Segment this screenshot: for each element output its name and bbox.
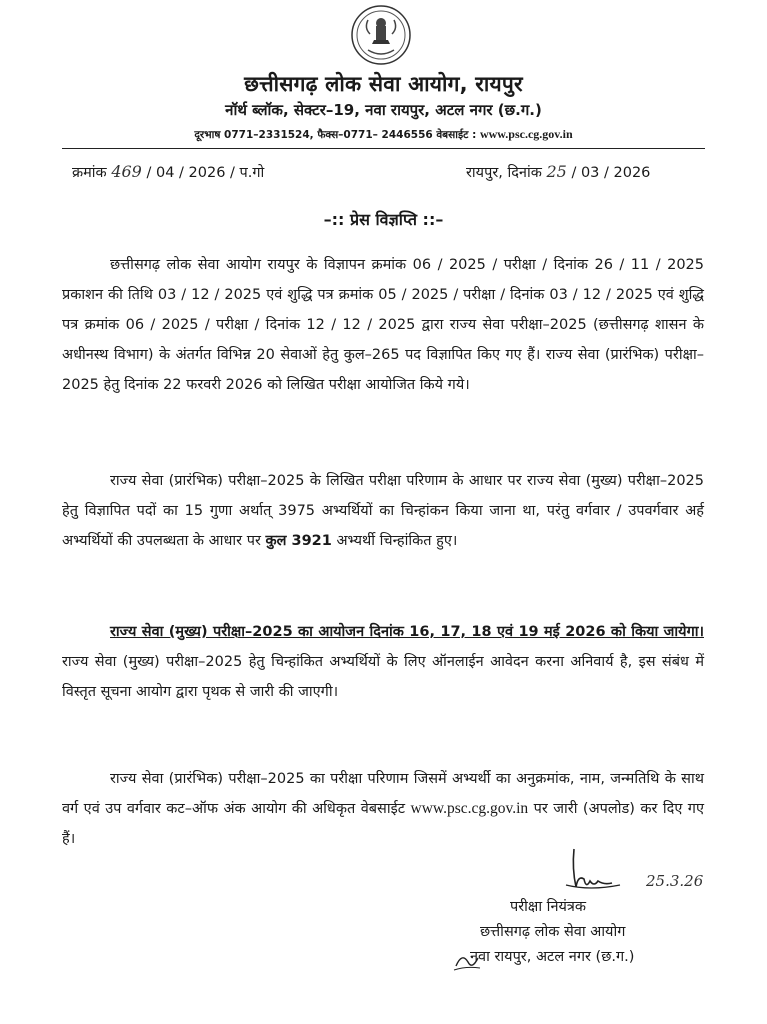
handwritten-signature	[560, 845, 640, 901]
paragraph-2-end: अभ्यर्थी चिन्हांकित हुए।	[331, 533, 458, 549]
press-release-title: –:: प्रेस विज्ञप्ति ::–	[323, 210, 444, 229]
signatory-org: छत्तीसगढ़ लोक सेवा आयोग	[480, 924, 626, 940]
results-website-link[interactable]: www.psc.cg.gov.in	[410, 800, 529, 817]
paragraph-2	[62, 466, 704, 556]
date-day: 25	[546, 162, 567, 181]
signatory-location: नवा रायपुर, अटल नगर (छ.ग.)	[470, 949, 635, 965]
org-name: छत्तीसगढ़ लोक सेवा आयोग, रायपुर	[244, 72, 523, 96]
signature-date: 25.3.26	[646, 872, 704, 890]
paragraph-3-text: राज्य सेवा (मुख्य) परीक्षा–2025 हेतु चिन्हांकित अभ्यर्थियों के लिए ऑनलाईन आवेदन करना अनिवार्य है, इस संबंध में विस्तृत सूचना आयोग द्वारा पृथक से जारी की जाएगी।	[62, 654, 704, 700]
paragraph-2-total: कुल 3921	[265, 533, 332, 549]
contact-phone-fax: दूरभाष 0771–2331524, फैक्स–0771– 2446556 वेबसाईट :	[194, 129, 480, 141]
paragraph-2-text: राज्य सेवा (प्रारंभिक) परीक्षा–2025 के लिखित परीक्षा परिणाम के आधार पर राज्य सेवा (मुख्य) परीक्षा–2025 हेतु विज्ञापित पदों का 15 गुणा अर्थात् 3975 अभ्यर्थियों का चिन्हांकन किया जाना था, परंतु वर्गवार / उपवर्गवार अर्ह अभ्यर्थियों की उपलब्धता के आधार पर	[62, 473, 704, 549]
state-emblem-logo	[350, 4, 412, 66]
kramank-label: क्रमांक	[72, 165, 107, 181]
header-divider	[62, 148, 705, 149]
signatory-designation: परीक्षा नियंत्रक	[510, 899, 587, 915]
kramank-suffix: / 04 / 2026 / प.गो	[146, 165, 265, 181]
paragraph-1: छत्तीसगढ़ लोक सेवा आयोग रायपुर के विज्ञापन क्रमांक 06 / 2025 / परीक्षा / दिनांक 26 / 11 / 2025 प्रकाशन की तिथि 03 / 12 / 2025 एवं शुद्धि पत्र क्रमांक 05 / 2025 / परीक्षा / दिनांक 03 / 12 / 2025 एवं शुद्धि पत्र क्रमांक 06 / 2025 / परीक्षा / दिनांक 12 / 12 / 2025 द्वारा राज्य सेवा परीक्षा–2025 (छत्तीसगढ़ शासन के अधीनस्थ विभाग) के अंतर्गत विभिन्न 20 सेवाओं हेतु कुल–265 पद विज्ञापित किए गए हैं। राज्य सेवा (प्रारंभिक) परीक्षा–2025 हेतु दिनांक 22 फरवरी 2026 को लिखित परीक्षा आयोजित किये गये।	[62, 257, 704, 393]
paragraph-4	[62, 764, 704, 854]
kramank-number: 469	[111, 162, 142, 181]
mains-exam-dates: राज्य सेवा (मुख्य) परीक्षा–2025 का आयोजन दिनांक 16, 17, 18 एवं 19 मई 2026 को किया जायेगा।	[110, 624, 704, 640]
org-address: नॉर्थ ब्लॉक, सेक्टर–19, नवा रायपुर, अटल नगर (छ.ग.)	[225, 101, 542, 119]
paragraph-4-end: पर जारी (अपलोड) कर दिए गए हैं।	[62, 801, 704, 847]
reference-date	[466, 162, 650, 182]
date-suffix: / 03 / 2026	[571, 165, 651, 181]
org-contact	[0, 127, 767, 142]
reference-number	[72, 162, 264, 182]
date-label: रायपुर, दिनांक	[466, 165, 542, 181]
header-website-link[interactable]: www.psc.cg.gov.in	[479, 127, 573, 141]
paragraph-3	[62, 617, 704, 707]
paragraph-4-text: राज्य सेवा (प्रारंभिक) परीक्षा–2025 का परीक्षा परिणाम जिसमें अभ्यर्थी का अनुक्रमांक, नाम, जन्मतिथि के साथ वर्ग एवं उप वर्गवार कट–ऑफ अंक आयोग की अधिकृत वेबसाईट	[62, 771, 704, 817]
